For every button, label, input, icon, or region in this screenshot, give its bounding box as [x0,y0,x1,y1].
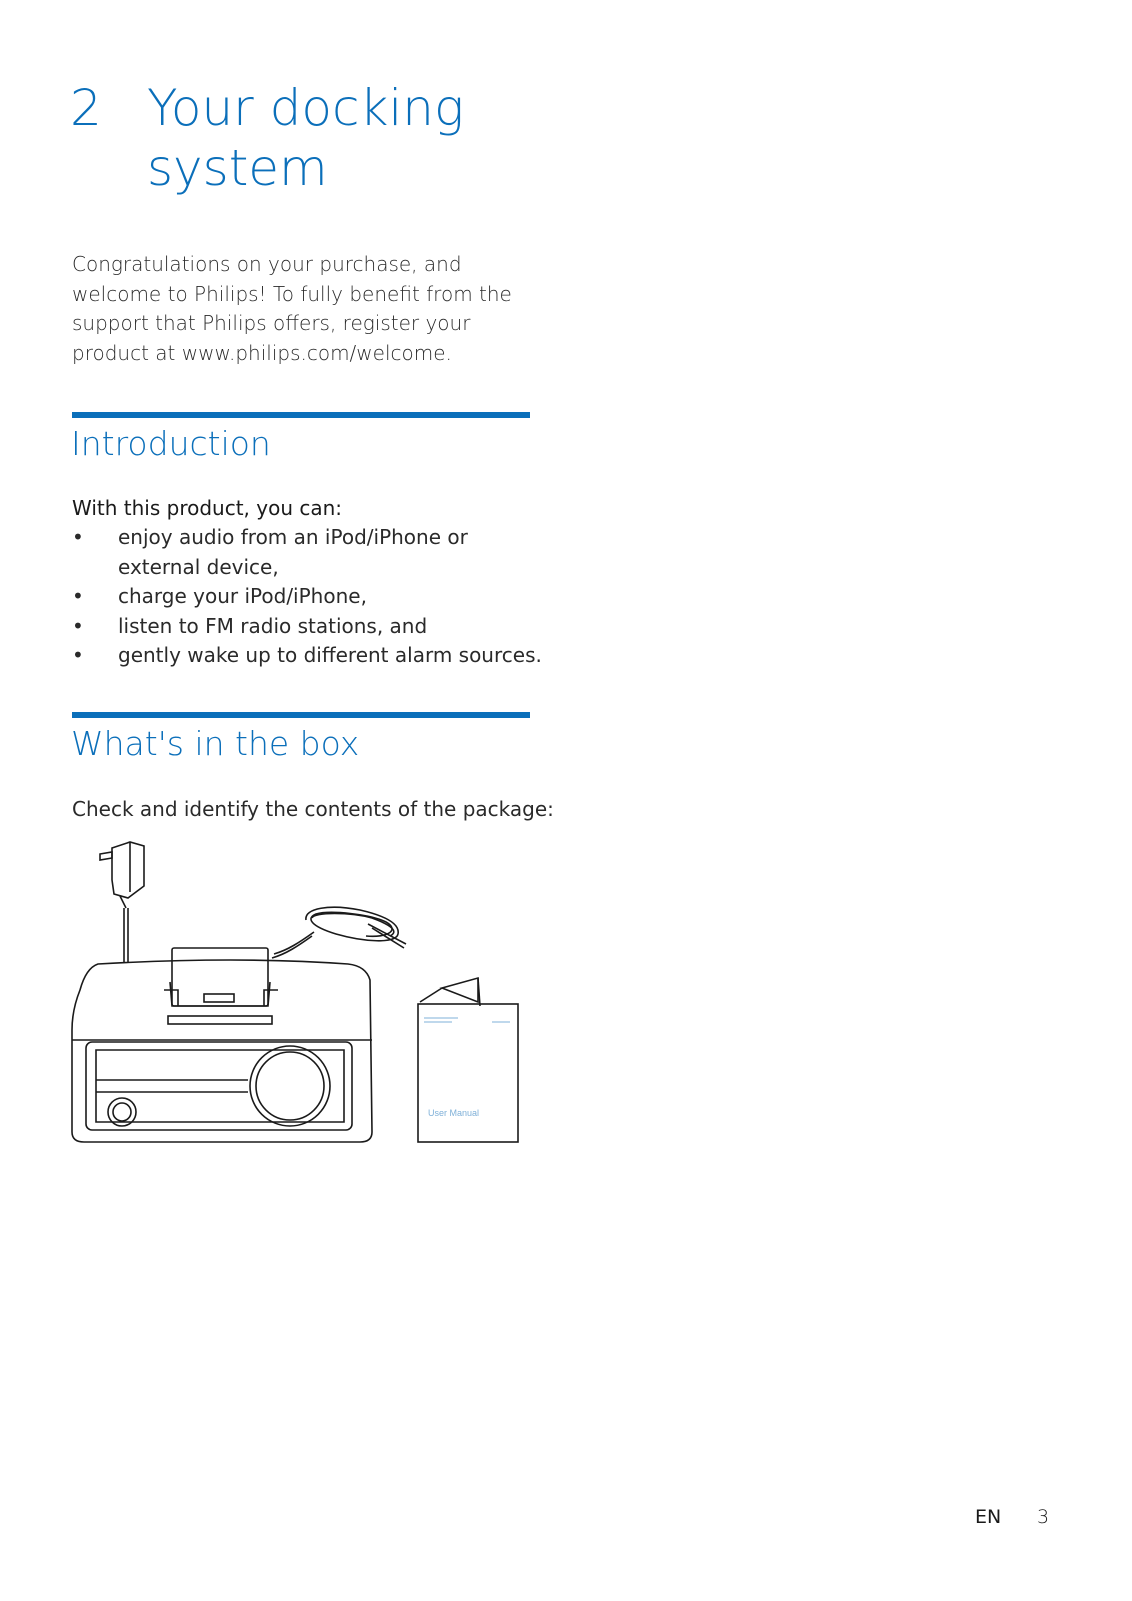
feature-text: listen to FM radio stations, and [118,613,428,638]
chapter-number: 2 [70,79,102,137]
user-manual-icon [418,978,518,1142]
bullet-icon: • [72,584,84,608]
feature-list-item [72,582,542,612]
bullet-icon: • [72,613,84,638]
feature-list-item [72,612,542,642]
box-contents-text: Check and identify the contents of the package: [72,797,554,821]
feature-text: gently wake up to different alarm sources. [118,643,542,667]
bullet-icon: • [72,525,84,549]
feature-list-item [72,523,542,582]
box-contents-illustration [68,840,528,1150]
section-heading-introduction: Introduction [71,424,271,463]
manual-cover-label: User Manual [428,1108,480,1118]
page-number: 3 [1037,1506,1050,1528]
feature-text: charge your iPod/iPhone, [118,584,367,608]
chapter-title: Your docking system [147,79,464,197]
feature-list [72,523,542,671]
section-divider-introduction [72,412,530,418]
feature-list-item [72,641,542,671]
feature-lead-text: With this product, you can: [72,496,343,520]
fm-antenna-icon [272,907,406,958]
feature-text: enjoy audio from an iPod/iPhone or external device, [118,525,468,579]
footer-language: EN [975,1506,1002,1528]
section-divider-box [72,712,530,718]
power-adapter-icon [100,842,144,962]
intro-paragraph: Congratulations on your purchase, and welcome to Philips! To fully benefit from the support that Philips offers, register your product at www.philips.com/welcome. [72,252,512,365]
section-heading-box: What's in the box [71,724,360,763]
docking-speaker-icon [72,948,372,1142]
bullet-icon: • [72,643,84,667]
